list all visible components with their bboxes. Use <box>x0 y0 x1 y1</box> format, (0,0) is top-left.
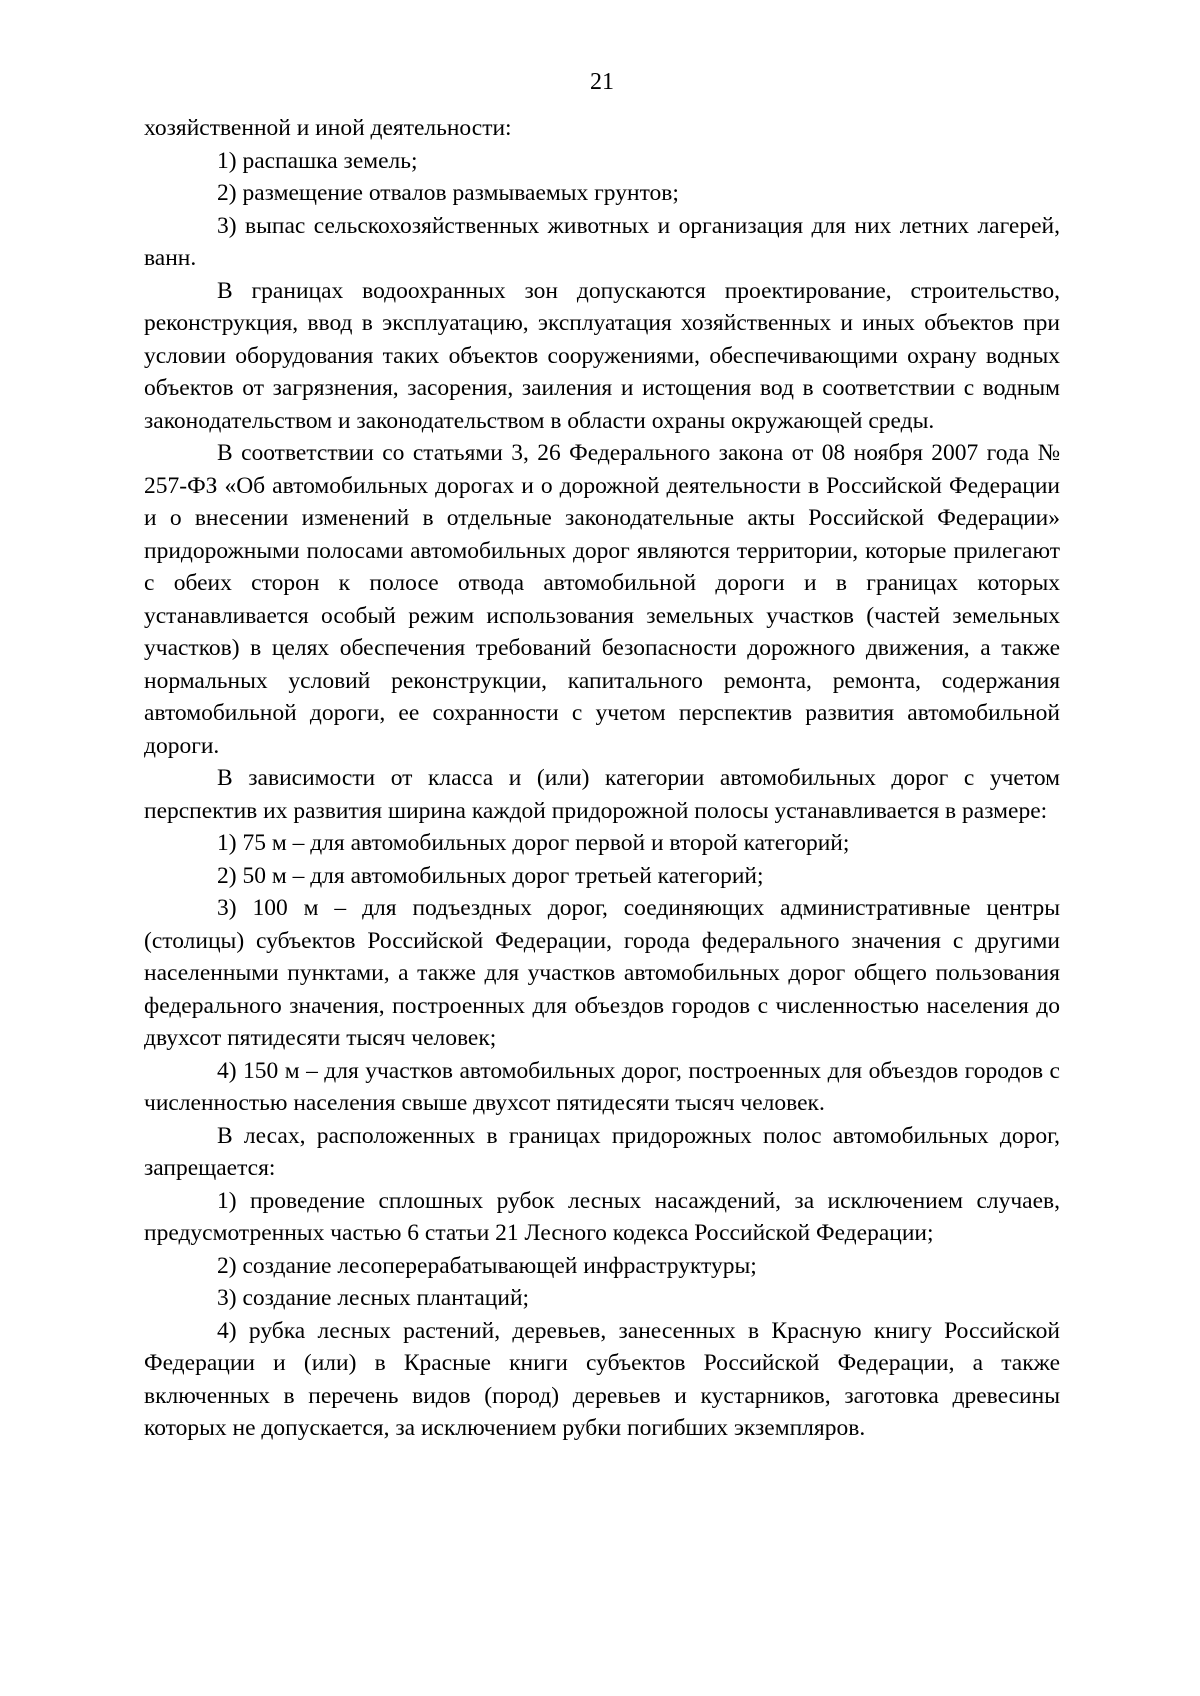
paragraph-continuation: хозяйственной и иной деятельности: <box>144 115 512 141</box>
document-page <box>144 66 1060 1445</box>
list-item-clear-cutting: 1) проведение сплошных рубок лесных насаждений, за исключением случаев, предусмотренных частью 6 статьи 21 Лесного кодекса Российской Федерации; <box>144 1187 1060 1246</box>
page-number: 21 <box>590 69 614 95</box>
list-item-wood-processing: 2) создание лесоперерабатывающей инфраструктуры; <box>217 1252 757 1279</box>
list-item-50m: 2) 50 м – для автомобильных дорог третьей категорий; <box>217 862 764 889</box>
list-item-150m: 4) 150 м – для участков автомобильных дорог, построенных для объездов городов с численностью населения свыше двухсот пятидесяти тысяч человек. <box>144 1057 1060 1116</box>
list-item-100m: 3) 100 м – для подъездных дорог, соединяющих административные центры (столицы) субъектов Российской Федерации, города федерального значения с другими населенными пунктами, а также для участков автомобильных дорог общего пользования федерального значения, построенных для объездов городов с численностью населения до двухсот пятидесяти тысяч человек; <box>144 895 1060 1051</box>
list-item-75m: 1) 75 м – для автомобильных дорог первой и второй категорий; <box>217 830 850 856</box>
list-item-grazing: 3) выпас сельскохозяйственных животных и организация для них летних лагерей, ванн. <box>144 212 1060 271</box>
paragraph-water-protection: В границах водоохранных зон допускаются проектирование, строительство, реконструкция, ввод в эксплуатацию, эксплуатация хозяйственных и иных объектов при условии оборудования таких объектов сооружениями, обеспечивающими охрану водных объектов от загрязнения, засорения, заиления и истощения вод в соответствии с водным законодательством и законодательством в области охраны окружающей среды. <box>144 277 1060 434</box>
paragraph-forests: В лесах, расположенных в границах придорожных полос автомобильных дорог, запрещается: <box>144 1122 1060 1181</box>
document-body <box>144 112 1060 1445</box>
paragraph-federal-law: В соответствии со статьями 3, 26 Федерального закона от 08 ноября 2007 года № 257-ФЗ «Об автомобильных дорогах и о дорожной деятельности в Российской Федерации и о внесении изменений в отдельные законодательные акты Российской Федерации» придорожными полосами автомобильных дорог являются территории, которые прилегают с обеих сторон к полосе отвода автомобильной дороги и в границах которых устанавливается особый режим использования земельных участков (частей земельных участков) в целях обеспечения требований безопасности дорожного движения, а также нормальных условий реконструкции, капитального ремонта, ремонта, содержания автомобильной дороги, ее сохранности с учетом перспектив развития автомобильной дороги. <box>144 440 1060 759</box>
list-item-dumps: 2) размещение отвалов размываемых грунтов; <box>217 180 679 206</box>
list-item-plowing: 1) распашка земель; <box>217 147 418 174</box>
paragraph-strip-width: В зависимости от класса и (или) категории автомобильных дорог с учетом перспектив их развития ширина каждой придорожной полосы устанавливается в размере: <box>144 765 1060 824</box>
list-item-red-book: 4) рубка лесных растений, деревьев, занесенных в Красную книгу Российской Федерации и (или) в Красные книги субъектов Российской Федерации, а также включенных в перечень видов (пород) деревьев и кустарников, заготовка древесины которых не допускается, за исключением рубки погибших экземпляров. <box>144 1317 1060 1441</box>
list-item-plantations: 3) создание лесных плантаций; <box>217 1285 530 1311</box>
